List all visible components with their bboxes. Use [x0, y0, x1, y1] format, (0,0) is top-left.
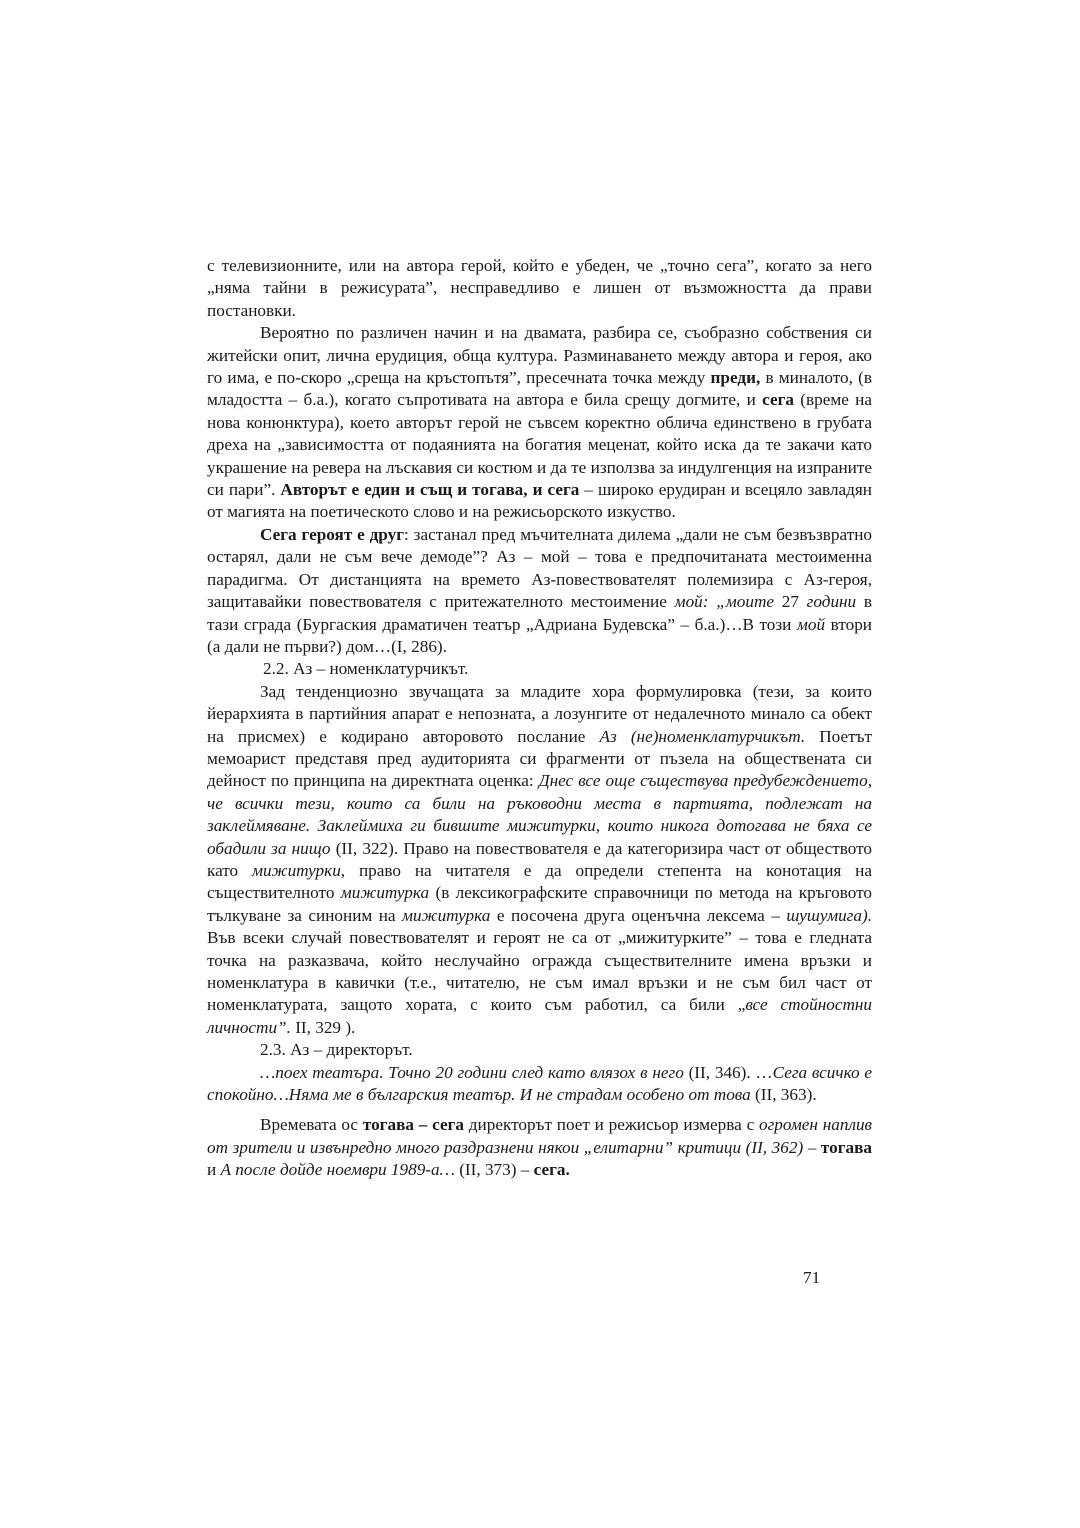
- text-run: –: [803, 1137, 821, 1157]
- text-run: е посочена друга оценъчна лексема –: [490, 905, 787, 925]
- text-run: (време на нова конюнктура), което авторът герой не съвсем коректно облича единствено в грубата дреха на „зависимостта от подаянията на богатия меценат, който иска да те закачи като украшение на ревера на лъскавия си костюм и да те използва за индулгенция на изпраните си пари”.: [207, 390, 872, 500]
- paragraph-6: [207, 1114, 872, 1181]
- text-run: (в лексикографските справочници по метода на кръговото тълкуване за синоним на: [207, 883, 873, 925]
- page-body: [207, 255, 872, 1182]
- text-run: – широко ерудиран и всецяло завладян от магията на поетическото слово и на режисьорското изкуство.: [207, 480, 872, 522]
- text-run: Времевата ос: [260, 1115, 363, 1135]
- bold-run: сега: [762, 390, 794, 410]
- bold-run: преди,: [710, 368, 761, 388]
- text-run: 27: [774, 592, 807, 612]
- page-number: 71: [803, 1268, 821, 1287]
- paragraph-3: [207, 524, 872, 658]
- bold-run: Авторът е един и същ и тогава, и сега: [280, 480, 580, 500]
- italic-run: мижитурка: [340, 883, 430, 903]
- bold-run: Сега героят е друг: [260, 524, 405, 544]
- text-run: в миналото, (в младостта – б.а.), когато съпротивата на автора е била срещу догмите, и: [207, 368, 872, 410]
- italic-run: мой: „моите: [674, 592, 774, 612]
- bold-run: сега.: [533, 1160, 570, 1180]
- italic-run: Аз (не)номенклатурчикът.: [599, 726, 806, 746]
- text-run: Зад тенденциозно звучащата за младите хора формулировка (тези, за които йерархията в партийния апарат е непозната, а лозунгите от недалечното минало са обект на присмех) е кодирано авторовото послание: [207, 681, 872, 746]
- text-run: Във всеки случай повествователят и героят не са от „мижитурките” – това е гледната точка на разказвача, който неслучайно огражда съществителните имена връзки и номенклатура в кавички (т.е., читателю, не съм имал връзки и не съм бил част от номенклатурата, защото хората, с които съм работил, са били „: [207, 928, 872, 1015]
- text-run: Поетът мемоарист представя пред аудиторията си фрагменти от пъзела на обществената си дейност по принципа на директната оценка:: [207, 726, 872, 791]
- italic-run: мижитурка: [402, 905, 491, 925]
- italic-run: все стойностни личности”.: [207, 995, 872, 1037]
- text-run: : застанал пред мъчителната дилема „дали не съм безвъзвратно остарял, дали не съм вече демоде”? Аз – мой – това е предпочитаната местоименна парадигма. От дистанцията на времето Аз-повествователят полемизира с Аз-героя, защитавайки повествователя с притежателното местоимение: [207, 524, 872, 612]
- bold-run: тогава: [820, 1137, 872, 1157]
- text-run: втори (а дали не първи?) дом…(I, 286).: [207, 614, 872, 656]
- text-run: II, 329 ).: [290, 1017, 356, 1037]
- paragraph-2: [207, 322, 872, 524]
- text-run: с телевизионните, или на автора герой, който е убеден, че „точно сега”, когато за него „няма тайни в режисурата”, несправедливо е лишен от възможността да прави постановки.: [207, 256, 872, 320]
- italic-run: мой: [796, 614, 826, 634]
- text-run: в тази сграда (Бургаския драматичен театър „Адриана Будевска” – б.а.)…В този: [207, 592, 873, 634]
- text-run: и: [207, 1160, 221, 1180]
- paragraph-4: [207, 681, 872, 1040]
- section-heading-2-2: 2.2. Аз – номенклатурчикът.: [263, 659, 469, 679]
- text-run: (II, 373) –: [454, 1160, 534, 1180]
- italic-run: …поех театъра. Точно 20 години след като влязох в него: [260, 1062, 684, 1082]
- italic-run: мижитурки: [252, 860, 341, 880]
- italic-run: Днес все още съществува предубеждението, че всички тези, които са били на ръководни места в партията, подлежат на заклеймяване. Заклеймиха ги бившите мижитурки, които никога дотогава не бяха се обадили за нищо: [207, 771, 872, 858]
- italic-run: години: [806, 592, 857, 612]
- italic-run: Сега всичко е спокойно…Няма ме в българския театър. И не страдам особено от това: [207, 1062, 872, 1105]
- paragraph-5: [207, 1062, 872, 1107]
- italic-run: шушумига).: [786, 905, 872, 925]
- text-run: , право на читателя е да определи степента на конотация на съществителното: [207, 860, 873, 903]
- text-run: Вероятно по различен начин и на двамата, разбира се, съобразно собствения си житейски опит, лична ерудиция, обща култура. Разминаването между автора и героя, ако го има, е по-скоро „среща на кръстопътя”, пресечната точка между: [207, 323, 872, 388]
- italic-run: А после дойде ноември 1989-а…: [220, 1160, 455, 1180]
- text-run: (II, 346). …: [683, 1062, 773, 1082]
- text-run: директорът поет и режисьор измерва с: [464, 1115, 759, 1135]
- italic-run: огромен наплив от зрители и извънредно много раздразнени някои „елитарни” критици (II, 362): [207, 1115, 873, 1157]
- bold-run: тогава – сега: [362, 1115, 464, 1135]
- section-heading-2-3: 2.3. Аз – директорът.: [260, 1040, 413, 1060]
- paragraph-1: [207, 255, 872, 322]
- text-run: (II, 322). Право на повествователя е да категоризира част от обществото като: [207, 838, 872, 880]
- text-run: (II, 363).: [750, 1085, 817, 1105]
